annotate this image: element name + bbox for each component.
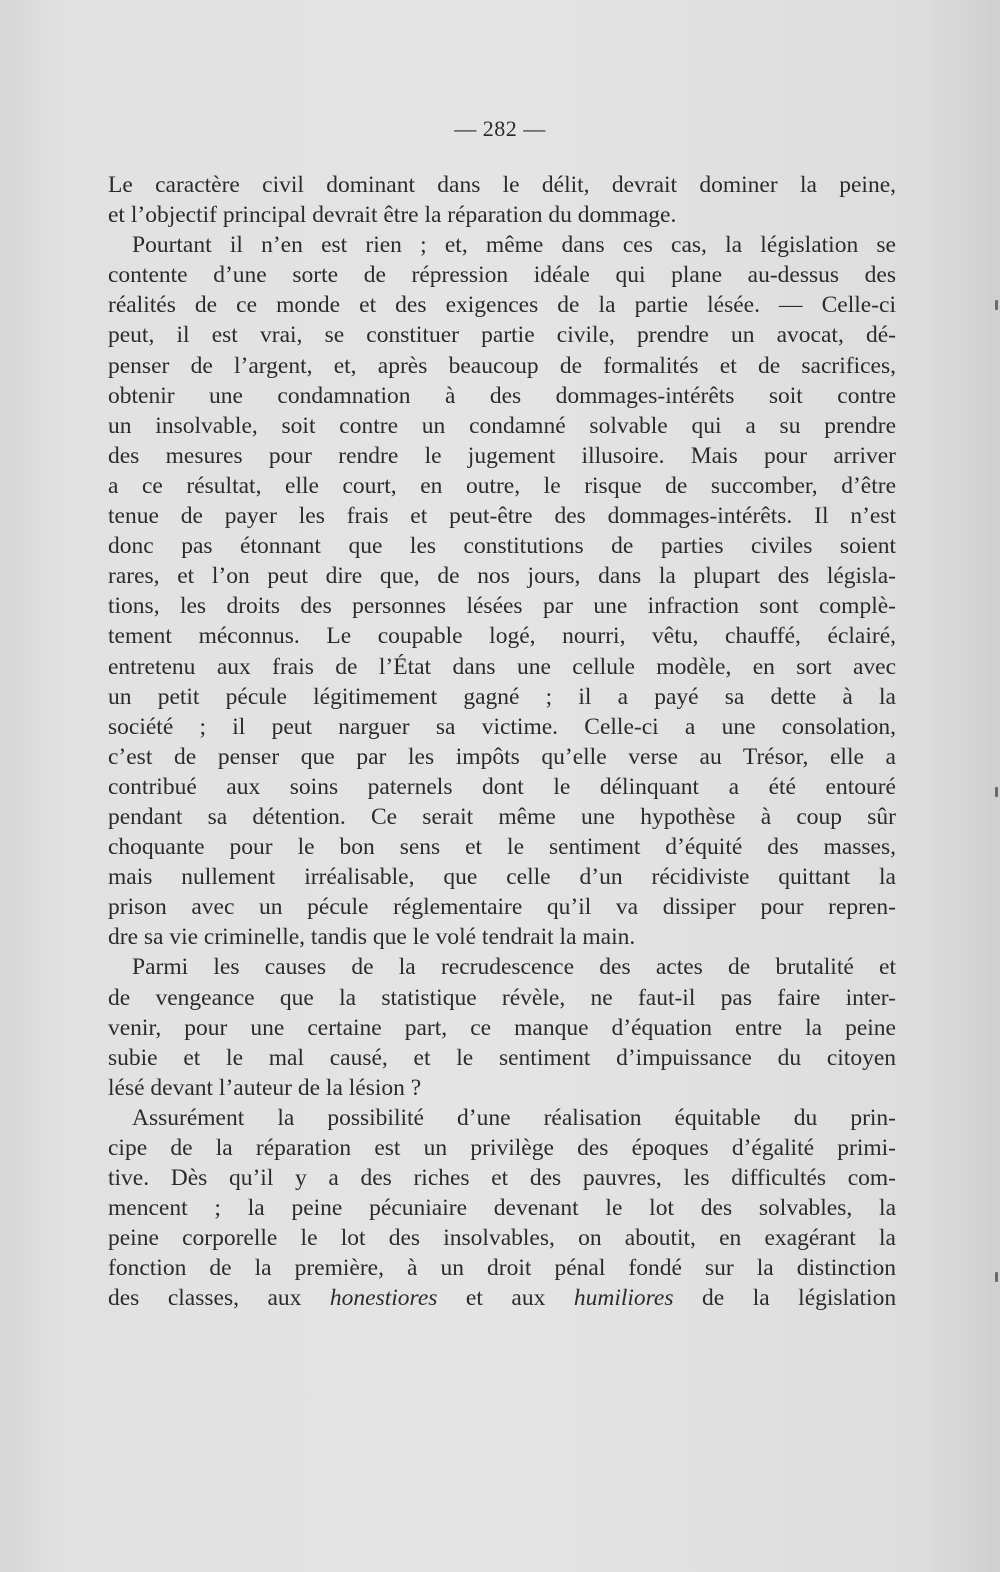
- text-run: de la législation: [702, 1285, 897, 1312]
- body-text: [108, 170, 896, 1314]
- text-line: fonction de la première, à un droit pénal fondé sur la distinction: [108, 1255, 896, 1282]
- text-line: c’est de penser que par les impôts qu’elle verse au Trésor, elle a: [108, 743, 896, 770]
- text-line: subie et le mal causé, et le sentiment d’impuissance du citoyen: [108, 1044, 896, 1071]
- text-line: contribué aux soins paternels dont le délinquant a été entouré: [108, 773, 896, 800]
- scan-edge-mark: [995, 1272, 998, 1282]
- text-line: un insolvable, soit contre un condamné solvable qui a su prendre: [108, 412, 896, 439]
- text-line: peine corporelle le lot des insolvables, on aboutit, en exagérant la: [108, 1225, 896, 1252]
- text-line: un petit pécule légitimement gagné ; il a payé sa dette à la: [108, 683, 896, 710]
- text-line: Le caractère civil dominant dans le délit, devrait dominer la peine,: [108, 172, 896, 198]
- text-line: réalités de ce monde et des exigences de la partie lésée. — Celle-ci: [108, 292, 896, 319]
- text-line: lésé devant l’auteur de la lésion ?: [108, 1074, 422, 1101]
- text-line: Assurément la possibilité d’une réalisation équitable du prin-: [132, 1104, 896, 1131]
- italic-term: honestiores: [329, 1285, 438, 1312]
- text-line: choquante pour le bon sens et le sentiment d’équité des masses,: [108, 834, 896, 861]
- text-line: obtenir une condamnation à des dommages-intérêts soit contre: [108, 382, 896, 409]
- scan-edge-mark: [995, 787, 998, 797]
- text-line: pendant sa détention. Ce serait même une hypothèse à coup sûr: [108, 803, 896, 830]
- text-line: entretenu aux frais de l’État dans une cellule modèle, en sort avec: [108, 653, 896, 680]
- text-line: tive. Dès qu’il y a des riches et des pauvres, les difficultés com-: [108, 1165, 896, 1192]
- text-run: et aux: [465, 1285, 546, 1312]
- text-line: mencent ; la peine pécuniaire devenant le lot des solvables, la: [108, 1195, 896, 1222]
- text-line: Pourtant il n’en est rien ; et, même dans ces cas, la législation se: [132, 232, 896, 259]
- text-line: société ; il peut narguer sa victime. Celle-ci a une consolation,: [108, 713, 896, 740]
- text-line: Parmi les causes de la recrudescence des actes de brutalité et: [132, 954, 896, 981]
- text-line: dre sa vie criminelle, tandis que le volé tendrait la main.: [108, 924, 636, 951]
- text-line: tement méconnus. Le coupable logé, nourri, vêtu, chauffé, éclairé,: [108, 623, 896, 650]
- text-line: de vengeance que la statistique révèle, ne faut-il pas faire inter-: [108, 984, 896, 1011]
- text-run: des classes, aux: [108, 1285, 302, 1312]
- text-line: penser de l’argent, et, après beaucoup de formalités et de sacrifices,: [108, 352, 896, 379]
- text-line: et l’objectif principal devrait être la réparation du dommage.: [108, 202, 677, 229]
- text-line: cipe de la réparation est un privilège des époques d’égalité primi-: [108, 1135, 896, 1161]
- italic-term: humiliores: [573, 1285, 674, 1312]
- text-line: prison avec un pécule réglementaire qu’il va dissiper pour repren-: [108, 894, 896, 921]
- text-line: donc pas étonnant que les constitutions de parties civiles soient: [108, 533, 896, 560]
- page-number: — 282 —: [454, 116, 546, 141]
- text-line: mais nullement irréalisable, que celle d’un récidiviste quittant la: [108, 864, 896, 891]
- text-line: tenue de payer les frais et peut-être des dommages-intérêts. Il n’est: [108, 503, 896, 530]
- text-line: tions, les droits des personnes lésées par une infraction sont complè-: [108, 593, 896, 620]
- text-line: des mesures pour rendre le jugement illusoire. Mais pour arriver: [108, 442, 896, 469]
- text-line: contente d’une sorte de répression idéale qui plane au-dessus des: [108, 262, 896, 289]
- text-line: a ce résultat, elle court, en outre, le risque de succomber, d’être: [108, 472, 896, 499]
- text-line: rares, et l’on peut dire que, de nos jours, dans la plupart des législa-: [108, 563, 896, 590]
- scan-edge-mark: [995, 300, 998, 310]
- text-line: peut, il est vrai, se constituer partie civile, prendre un avocat, dé-: [108, 322, 896, 349]
- text-line-final: [108, 1283, 896, 1313]
- text-line: venir, pour une certaine part, ce manque d’équation entre la peine: [108, 1014, 896, 1041]
